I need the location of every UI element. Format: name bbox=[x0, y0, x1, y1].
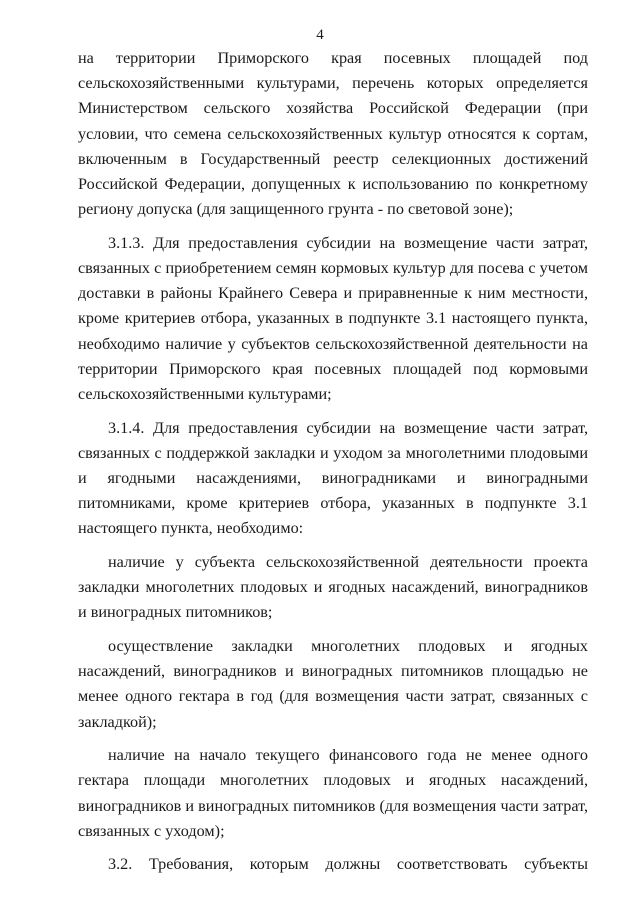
paragraph-planting-requirement: осуществление закладки многолетних плодовых и ягодных насаждений, виноградников и виноградных питомников площадью не менее одного гектара в год (для возмещения части затрат, связанных с закладкой); bbox=[78, 637, 588, 731]
paragraph-continuation: на территории Приморского края посевных площадей под сельскохозяйственными культурами, перечень которых определяется Министерством сельского хозяйства Российской Федерации (при условии, что семена сельскохозяйственных культур относятся к сортам, включенным в Государственный реестр селекционных достижений Российской Федерации, допущенных к использованию по конкретному региону допуска (для защищенного грунта - по световой зоне); bbox=[78, 49, 588, 219]
paragraph-area-requirement: наличие на начало текущего финансового года не менее одного гектара площади многолетних плодовых и ягодных насаждений, виноградников и виноградных питомников (для возмещения части затрат, связанных с уходом); bbox=[78, 746, 588, 840]
paragraph-3-2: 3.2. Требования, которым должны соответствовать субъекты bbox=[108, 855, 588, 874]
page-number: 4 bbox=[316, 27, 324, 43]
document-body bbox=[78, 46, 588, 886]
paragraph-3-1-3: 3.1.3. Для предоставления субсидии на возмещение части затрат, связанных с приобретением семян кормовых культур для посева с учетом доставки в районы Крайнего Севера и приравненные к ним местности, кроме критериев отбора, указанных в подпункте 3.1 настоящего пункта, необходимо наличие у субъектов сельскохозяйственной деятельности на территории Приморского края посевных площадей под кормовыми сельскохозяйственными культурами; bbox=[78, 233, 588, 404]
paragraph-project-requirement: наличие у субъекта сельскохозяйственной деятельности проекта закладки многолетних плодовых и ягодных насаждений, виноградников и виноградных питомников; bbox=[78, 553, 588, 622]
paragraph-3-1-4: 3.1.4. Для предоставления субсидии на возмещение части затрат, связанных с поддержкой закладки и уходом за многолетними плодовыми и ягодными насаждениями, виноградниками и виноградными питомниками, кроме критериев отбора, указанных в подпункте 3.1 настоящего пункта, необходимо: bbox=[78, 418, 588, 538]
